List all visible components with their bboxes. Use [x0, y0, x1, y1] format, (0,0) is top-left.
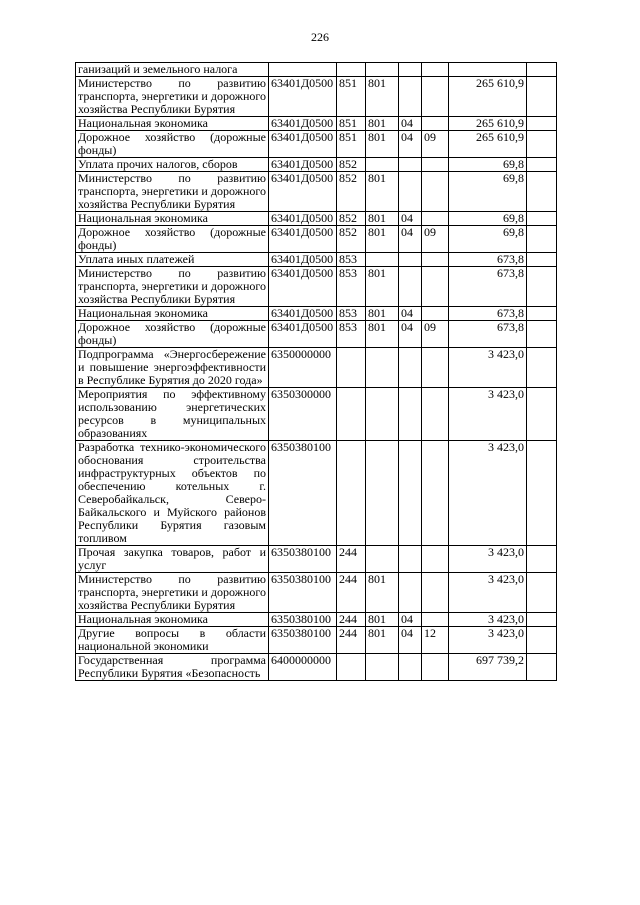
target-code: 6350000000	[269, 348, 337, 388]
amount: 697 739,2	[449, 654, 527, 681]
row-name: Министерство по развитию транспорта, энергетики и дорожного хозяйства Республики Бурятия	[76, 267, 269, 307]
target-code: 63401Д0500	[269, 131, 337, 158]
row-name: Уплата прочих налогов, сборов	[76, 158, 269, 172]
row-name: Министерство по развитию транспорта, энергетики и дорожного хозяйства Республики Бурятия	[76, 172, 269, 212]
expense-type-code: 853	[337, 267, 366, 307]
table-row	[76, 172, 557, 212]
section-code: 04	[399, 212, 422, 226]
section-code	[399, 172, 422, 212]
budget-table	[75, 62, 557, 681]
target-code: 6350380100	[269, 546, 337, 573]
subsection-code	[422, 267, 449, 307]
amount: 3 423,0	[449, 388, 527, 441]
subsection-code	[422, 253, 449, 267]
row-name: Прочая закупка товаров, работ и услуг	[76, 546, 269, 573]
target-code	[269, 63, 337, 77]
target-code: 6350380100	[269, 613, 337, 627]
extra-cell	[527, 348, 557, 388]
table-row	[76, 573, 557, 613]
extra-cell	[527, 573, 557, 613]
expense-type-code: 851	[337, 77, 366, 117]
table-row	[76, 226, 557, 253]
subsection-code	[422, 77, 449, 117]
table-row	[76, 63, 557, 77]
section-code	[399, 654, 422, 681]
section-code: 04	[399, 613, 422, 627]
extra-cell	[527, 212, 557, 226]
expense-type-code	[337, 441, 366, 546]
ministry-code	[366, 348, 399, 388]
extra-cell	[527, 441, 557, 546]
target-code: 63401Д0500	[269, 307, 337, 321]
amount: 3 423,0	[449, 546, 527, 573]
ministry-code	[366, 63, 399, 77]
row-name: Дорожное хозяйство (дорожные фонды)	[76, 226, 269, 253]
row-name: Министерство по развитию транспорта, энергетики и дорожного хозяйства Республики Бурятия	[76, 573, 269, 613]
expense-type-code: 851	[337, 117, 366, 131]
table-row	[76, 441, 557, 546]
subsection-code	[422, 348, 449, 388]
table-row	[76, 627, 557, 654]
row-name: Разработка технико-экономического обоснования строительства инфраструктурных объектов по обеспечению котельных г. Северобайкальск, Северо-Байкальского и Муйского районов Республики Бурятия газовым топливом	[76, 441, 269, 546]
subsection-code	[422, 307, 449, 321]
subsection-code	[422, 573, 449, 613]
table-row	[76, 131, 557, 158]
extra-cell	[527, 158, 557, 172]
ministry-code: 801	[366, 117, 399, 131]
target-code: 63401Д0500	[269, 253, 337, 267]
extra-cell	[527, 613, 557, 627]
ministry-code: 801	[366, 226, 399, 253]
amount: 3 423,0	[449, 613, 527, 627]
amount: 69,8	[449, 212, 527, 226]
subsection-code	[422, 117, 449, 131]
ministry-code	[366, 441, 399, 546]
extra-cell	[527, 307, 557, 321]
expense-type-code	[337, 388, 366, 441]
target-code: 63401Д0500	[269, 117, 337, 131]
subsection-code: 09	[422, 321, 449, 348]
subsection-code: 09	[422, 226, 449, 253]
row-name: Другие вопросы в области национальной экономики	[76, 627, 269, 654]
target-code: 6350380100	[269, 441, 337, 546]
ministry-code: 801	[366, 321, 399, 348]
extra-cell	[527, 253, 557, 267]
table-row	[76, 77, 557, 117]
extra-cell	[527, 321, 557, 348]
expense-type-code	[337, 654, 366, 681]
extra-cell	[527, 172, 557, 212]
expense-type-code: 851	[337, 131, 366, 158]
amount: 69,8	[449, 226, 527, 253]
amount: 673,8	[449, 267, 527, 307]
extra-cell	[527, 63, 557, 77]
target-code: 63401Д0500	[269, 212, 337, 226]
section-code	[399, 441, 422, 546]
amount	[449, 63, 527, 77]
target-code: 6350300000	[269, 388, 337, 441]
section-code: 04	[399, 307, 422, 321]
row-name: Мероприятия по эффективному использованию энергетических ресурсов в муниципальных образованиях	[76, 388, 269, 441]
expense-type-code	[337, 63, 366, 77]
section-code: 04	[399, 131, 422, 158]
target-code: 6400000000	[269, 654, 337, 681]
subsection-code	[422, 158, 449, 172]
subsection-code	[422, 654, 449, 681]
ministry-code: 801	[366, 172, 399, 212]
expense-type-code: 244	[337, 627, 366, 654]
ministry-code: 801	[366, 77, 399, 117]
amount: 3 423,0	[449, 573, 527, 613]
section-code	[399, 573, 422, 613]
target-code: 63401Д0500	[269, 321, 337, 348]
extra-cell	[527, 388, 557, 441]
section-code	[399, 267, 422, 307]
subsection-code	[422, 388, 449, 441]
table-row	[76, 613, 557, 627]
extra-cell	[527, 226, 557, 253]
ministry-code	[366, 546, 399, 573]
extra-cell	[527, 77, 557, 117]
section-code	[399, 158, 422, 172]
section-code: 04	[399, 627, 422, 654]
target-code: 63401Д0500	[269, 172, 337, 212]
section-code	[399, 388, 422, 441]
page-number: 226	[311, 30, 329, 44]
ministry-code: 801	[366, 307, 399, 321]
row-name: Министерство по развитию транспорта, энергетики и дорожного хозяйства Республики Бурятия	[76, 77, 269, 117]
subsection-code	[422, 441, 449, 546]
section-code	[399, 63, 422, 77]
ministry-code: 801	[366, 627, 399, 654]
subsection-code	[422, 212, 449, 226]
table-row	[76, 253, 557, 267]
table-row	[76, 654, 557, 681]
table-row	[76, 267, 557, 307]
expense-type-code: 244	[337, 573, 366, 613]
ministry-code	[366, 253, 399, 267]
extra-cell	[527, 627, 557, 654]
section-code	[399, 77, 422, 117]
subsection-code: 09	[422, 131, 449, 158]
table-row	[76, 158, 557, 172]
ministry-code	[366, 654, 399, 681]
ministry-code: 801	[366, 131, 399, 158]
row-name: Национальная экономика	[76, 117, 269, 131]
amount: 265 610,9	[449, 131, 527, 158]
amount: 3 423,0	[449, 441, 527, 546]
row-name: Национальная экономика	[76, 307, 269, 321]
expense-type-code: 852	[337, 212, 366, 226]
expense-type-code: 853	[337, 307, 366, 321]
target-code: 63401Д0500	[269, 226, 337, 253]
section-code	[399, 546, 422, 573]
target-code: 6350380100	[269, 573, 337, 613]
extra-cell	[527, 117, 557, 131]
section-code: 04	[399, 117, 422, 131]
expense-type-code: 852	[337, 226, 366, 253]
expense-type-code: 852	[337, 172, 366, 212]
target-code: 6350380100	[269, 627, 337, 654]
amount: 69,8	[449, 172, 527, 212]
target-code: 63401Д0500	[269, 77, 337, 117]
ministry-code: 801	[366, 212, 399, 226]
amount: 673,8	[449, 253, 527, 267]
section-code	[399, 348, 422, 388]
expense-type-code: 853	[337, 321, 366, 348]
section-code: 04	[399, 321, 422, 348]
ministry-code: 801	[366, 613, 399, 627]
extra-cell	[527, 131, 557, 158]
ministry-code	[366, 158, 399, 172]
expense-type-code: 244	[337, 613, 366, 627]
row-name: Дорожное хозяйство (дорожные фонды)	[76, 131, 269, 158]
amount: 673,8	[449, 307, 527, 321]
table-row	[76, 307, 557, 321]
section-code	[399, 253, 422, 267]
extra-cell	[527, 267, 557, 307]
amount: 3 423,0	[449, 627, 527, 654]
target-code: 63401Д0500	[269, 267, 337, 307]
row-name: Национальная экономика	[76, 212, 269, 226]
table-row	[76, 546, 557, 573]
subsection-code	[422, 613, 449, 627]
subsection-code	[422, 172, 449, 212]
amount: 3 423,0	[449, 348, 527, 388]
section-code: 04	[399, 226, 422, 253]
table-row	[76, 348, 557, 388]
subsection-code: 12	[422, 627, 449, 654]
expense-type-code	[337, 348, 366, 388]
row-name: ганизаций и земельного налога	[76, 63, 269, 77]
row-name: Государственная программа Республики Бурятия «Безопасность	[76, 654, 269, 681]
expense-type-code: 853	[337, 253, 366, 267]
row-name: Национальная экономика	[76, 613, 269, 627]
table-row	[76, 212, 557, 226]
ministry-code: 801	[366, 267, 399, 307]
ministry-code	[366, 388, 399, 441]
budget-table-body	[76, 63, 557, 681]
subsection-code	[422, 63, 449, 77]
ministry-code: 801	[366, 573, 399, 613]
target-code: 63401Д0500	[269, 158, 337, 172]
table-row	[76, 321, 557, 348]
expense-type-code: 244	[337, 546, 366, 573]
subsection-code	[422, 546, 449, 573]
row-name: Подпрограмма «Энергосбережение и повышение энергоэффективности в Республике Бурятия до 2020 года»	[76, 348, 269, 388]
table-row	[76, 388, 557, 441]
extra-cell	[527, 654, 557, 681]
row-name: Уплата иных платежей	[76, 253, 269, 267]
amount: 265 610,9	[449, 77, 527, 117]
expense-type-code: 852	[337, 158, 366, 172]
amount: 673,8	[449, 321, 527, 348]
row-name: Дорожное хозяйство (дорожные фонды)	[76, 321, 269, 348]
table-row	[76, 117, 557, 131]
amount: 69,8	[449, 158, 527, 172]
extra-cell	[527, 546, 557, 573]
amount: 265 610,9	[449, 117, 527, 131]
